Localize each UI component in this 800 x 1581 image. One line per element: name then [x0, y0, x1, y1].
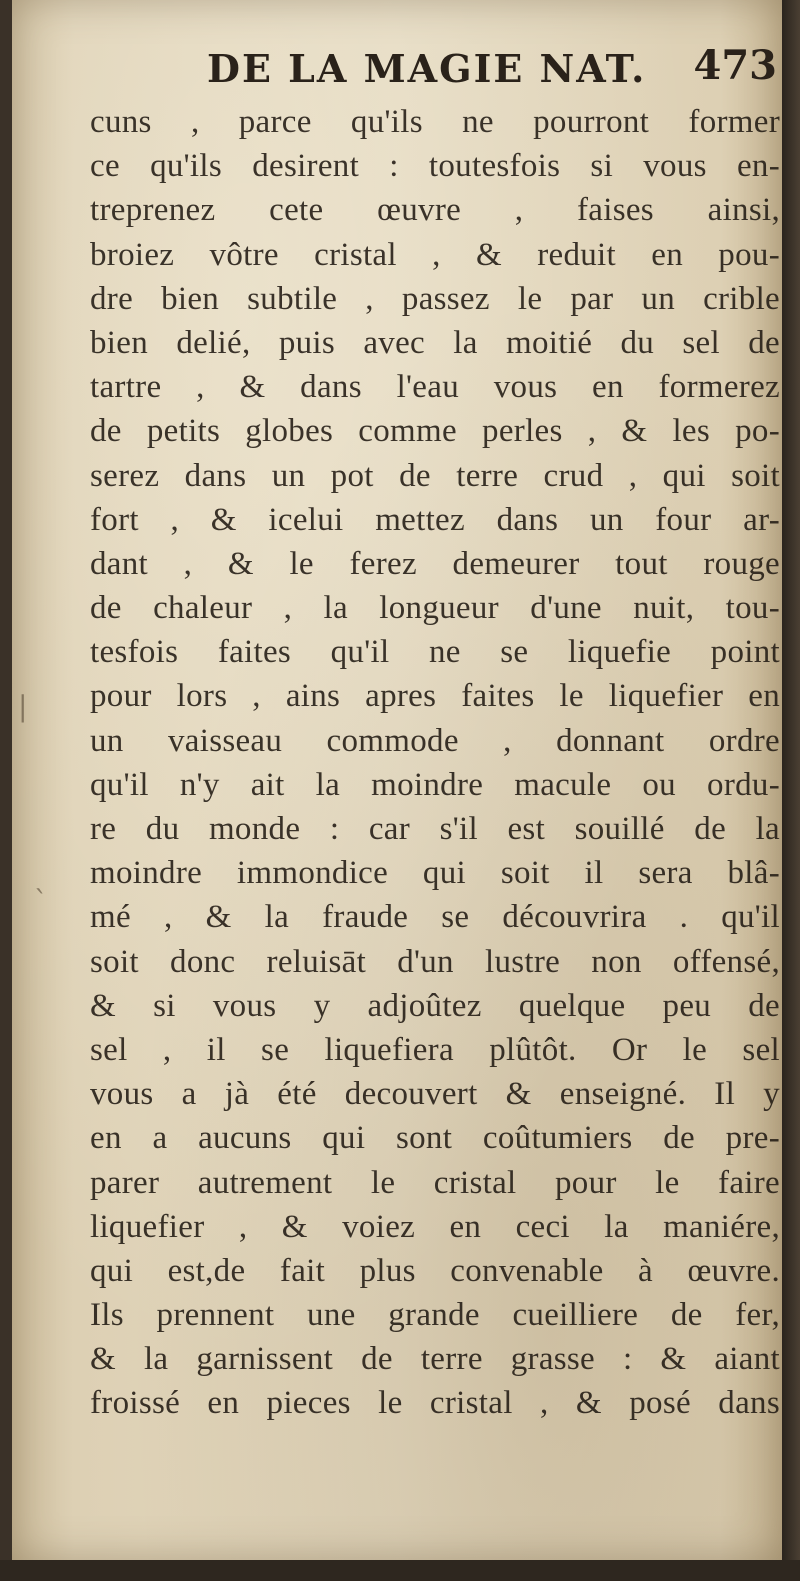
text-line: en a aucuns qui sont coûtumiers de pre-: [90, 1120, 780, 1157]
text-line: moindre immondice qui soit il sera blâ-: [90, 855, 780, 892]
text-line: fort , & icelui mettez dans un four ar-: [90, 501, 780, 538]
text-line: pour lors , ains apres faites le liquefier en: [90, 678, 780, 715]
text-line: dant , & le ferez demeurer tout rouge: [90, 545, 780, 582]
text-line: un vaisseau commode , donnant ordre: [90, 722, 780, 759]
page-number: 473: [693, 42, 777, 89]
text-line: tartre , & dans l'eau vous en formerez: [90, 369, 780, 406]
text-line: qu'il n'y ait la moindre macule ou ordu-: [90, 766, 780, 803]
text-line: froissé en pieces le cristal , & posé dans: [90, 1385, 780, 1422]
text-line: & la garnissent de terre grasse : & aiant: [90, 1341, 780, 1378]
margin-tick: |: [18, 690, 28, 723]
binding-edge: [782, 0, 800, 1581]
page-bottom-edge: [0, 1560, 800, 1581]
body-text: [90, 100, 780, 1426]
text-line: cuns , parce qu'ils ne pourront former: [90, 104, 780, 140]
text-line: & si vous y adjoûtez quelque peu de: [90, 987, 780, 1024]
text-line: soit donc reluisāt d'un lustre non offensé,: [90, 943, 780, 980]
book-page: [12, 0, 782, 1560]
page-header: [207, 38, 787, 98]
text-line: treprenez cete œuvre , faises ainsi,: [90, 192, 780, 229]
text-line: liquefier , & voiez en ceci la maniére,: [90, 1208, 780, 1245]
text-line: mé , & la fraude se découvrira . qu'il: [90, 899, 780, 936]
margin-tick: `: [34, 885, 48, 918]
text-line: tesfois faites qu'il ne se liquefie point: [90, 634, 780, 671]
text-line: parer autrement le cristal pour le faire: [90, 1164, 780, 1201]
text-line: Ils prennent une grande cueilliere de fer,: [90, 1297, 780, 1334]
text-line: sel , il se liquefiera plûtôt. Or le sel: [90, 1031, 780, 1068]
text-line: qui est,de fait plus convenable à œuvre.: [90, 1252, 780, 1289]
text-line: bien delié, puis avec la moitié du sel de: [90, 324, 780, 361]
text-line: ce qu'ils desirent : toutesfois si vous en-: [90, 148, 780, 185]
text-line: dre bien subtile , passez le par un crible: [90, 280, 780, 317]
text-line: vous a jà été decouvert & enseigné. Il y: [90, 1076, 780, 1113]
text-line: de petits globes comme perles , & les po-: [90, 413, 780, 450]
text-line: re du monde : car s'il est souillé de la: [90, 811, 780, 847]
text-line: broiez vôtre cristal , & reduit en pou-: [90, 236, 780, 273]
text-line: serez dans un pot de terre crud , qui soit: [90, 457, 780, 494]
text-line: de chaleur , la longueur d'une nuit, tou-: [90, 590, 780, 627]
running-title: DE LA MAGIE NAT.: [207, 46, 647, 91]
